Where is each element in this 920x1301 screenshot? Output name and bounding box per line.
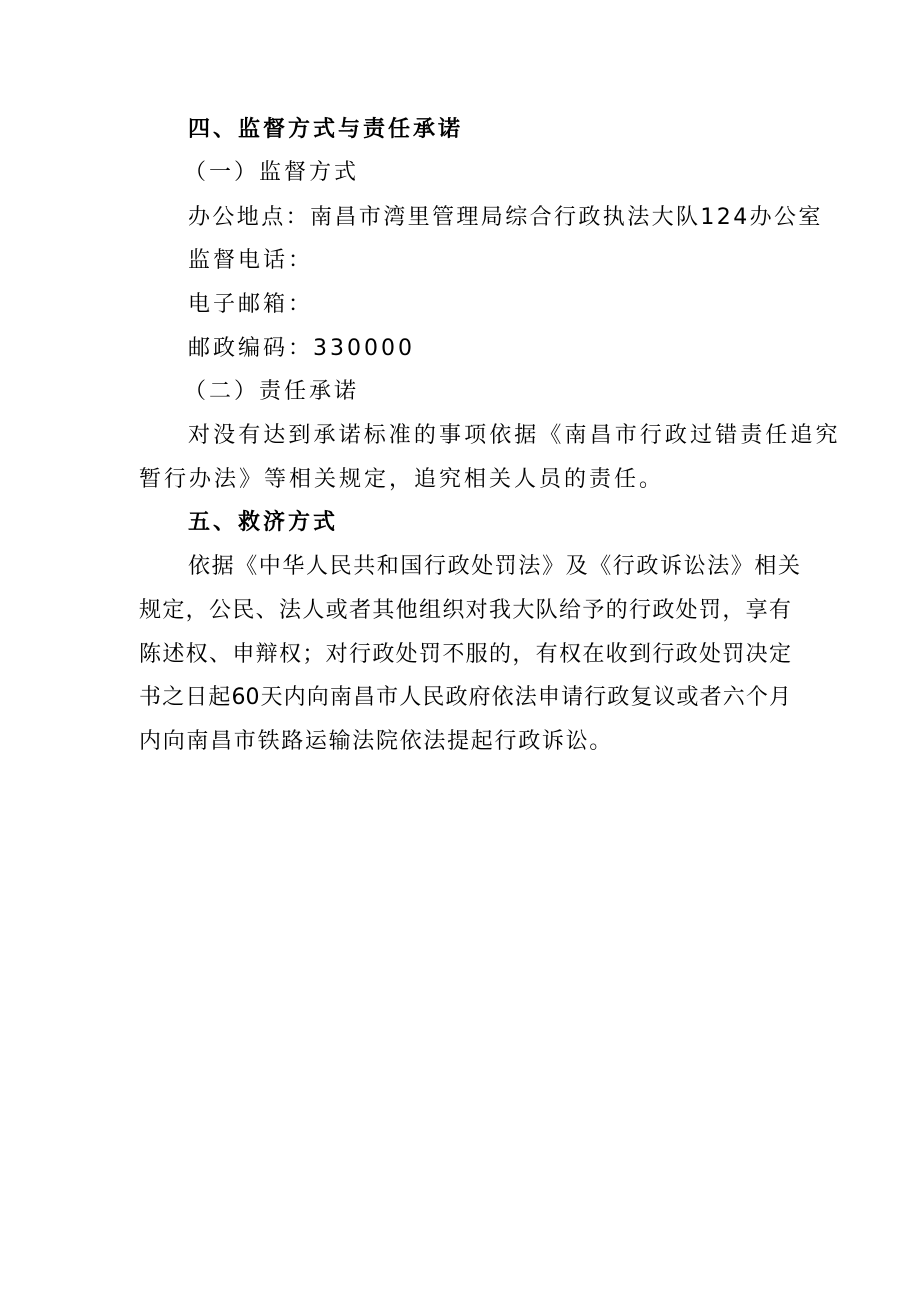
- supervision-phone: 监督电话：: [188, 248, 314, 273]
- remedy-paragraph-line-4: 书之日起60天内向南昌市人民政府依法申请行政复议或者六个月: [139, 685, 791, 710]
- subsection-commitment-title: （二）责任承诺: [184, 379, 360, 404]
- section-5-heading: 五、救济方式: [188, 510, 339, 535]
- email-address: 电子邮箱：: [188, 292, 314, 317]
- subsection-supervision-title: （一）监督方式: [184, 160, 360, 185]
- commitment-paragraph-line-2: 暂行办法》等相关规定，追究相关人员的责任。: [139, 467, 665, 492]
- postal-code: 邮政编码：330000: [188, 336, 415, 361]
- remedy-paragraph-line-5: 内向南昌市铁路运输法院依法提起行政诉讼。: [139, 729, 614, 754]
- remedy-paragraph-line-2: 规定，公民、法人或者其他组织对我大队给予的行政处罚，享有: [139, 598, 791, 623]
- remedy-paragraph-line-1: 依据《中华人民共和国行政处罚法》及《行政诉讼法》相关: [188, 554, 802, 579]
- remedy-paragraph-line-3: 陈述权、申辩权；对行政处罚不服的，有权在收到行政处罚决定: [139, 642, 791, 667]
- section-4-heading: 四、监督方式与责任承诺: [188, 117, 464, 142]
- commitment-paragraph-line-1: 对没有达到承诺标准的事项依据《南昌市行政过错责任追究: [188, 423, 841, 448]
- office-address: 办公地点：南昌市湾里管理局综合行政执法大队124办公室: [188, 205, 823, 230]
